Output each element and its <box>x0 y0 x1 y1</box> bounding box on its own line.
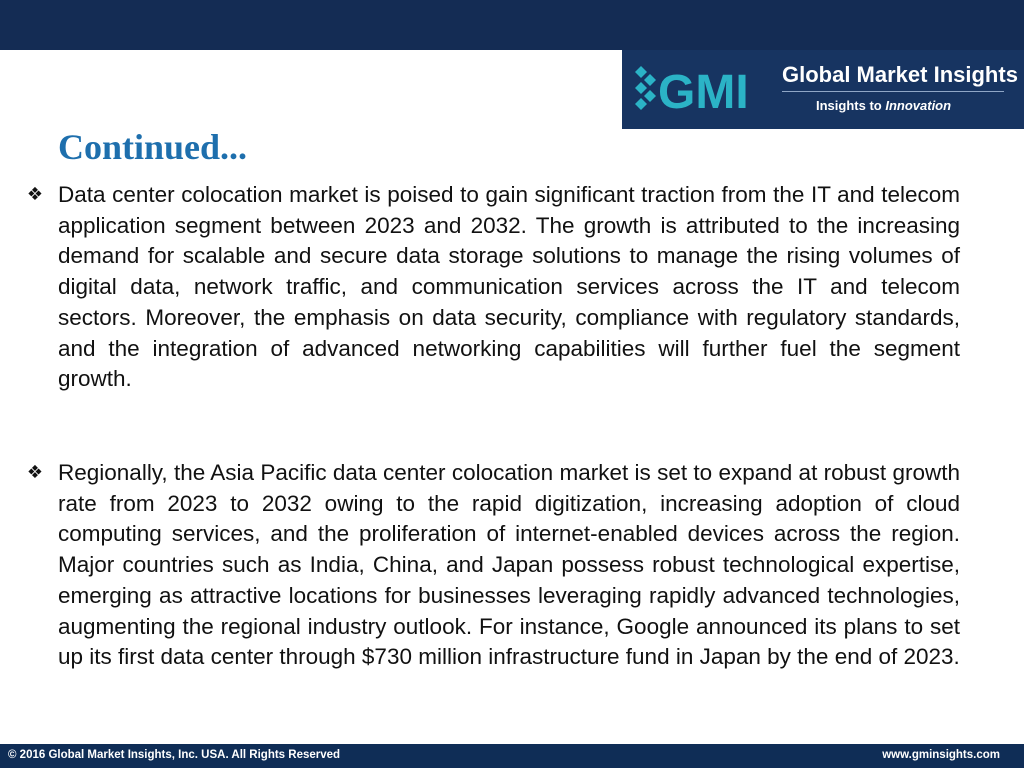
logo-divider <box>782 91 1004 92</box>
company-logo <box>622 50 1024 129</box>
company-name: Global Market Insights <box>782 62 1018 87</box>
diamond-bullet-icon: ❖ <box>26 184 44 205</box>
website-link[interactable]: www.gminsights.com <box>882 749 1000 761</box>
gmi-logo-mark <box>632 60 777 120</box>
slide-title: Continued... <box>58 127 248 167</box>
bullet-paragraph: Data center colocation market is poised to gain significant traction from the IT and telecom application segment between 2023 and 2032. The growth is attributed to the increasing demand for scalable and secure data storage solutions to manage the rising volumes of digital data, network traffic, and communication services across the IT and telecom sectors. Moreover, the emphasis on data security, compliance with regulatory standards, and the integration of advanced networking capabilities will further fuel the segment growth. <box>58 182 960 392</box>
logo-mark-text: GMI <box>658 66 749 119</box>
tagline-prefix: Insights to <box>816 98 882 113</box>
footer-bar <box>0 744 1024 768</box>
company-tagline <box>816 98 951 113</box>
tagline-emphasis: Innovation <box>885 98 952 113</box>
copyright-text: © 2016 Global Market Insights, Inc. USA. All Rights Reserved <box>8 749 341 761</box>
diamond-bullet-icon: ❖ <box>26 462 44 483</box>
header-bar <box>0 0 1024 50</box>
bullet-paragraph: Regionally, the Asia Pacific data center colocation market is set to expand at robust growth rate from 2023 to 2032 owing to the rapid digitization, increasing adoption of cloud computing services, and the proliferation of internet-enabled devices across the region. Major countries such as India, China, and Japan possess robust technological expertise, emerging as attractive locations for businesses leveraging rapidly advanced technologies, augmenting the regional industry outlook. For instance, Google announced its plans to set up its first data center through $730 million infrastructure fund in Japan by the end of 2023. <box>58 460 960 670</box>
